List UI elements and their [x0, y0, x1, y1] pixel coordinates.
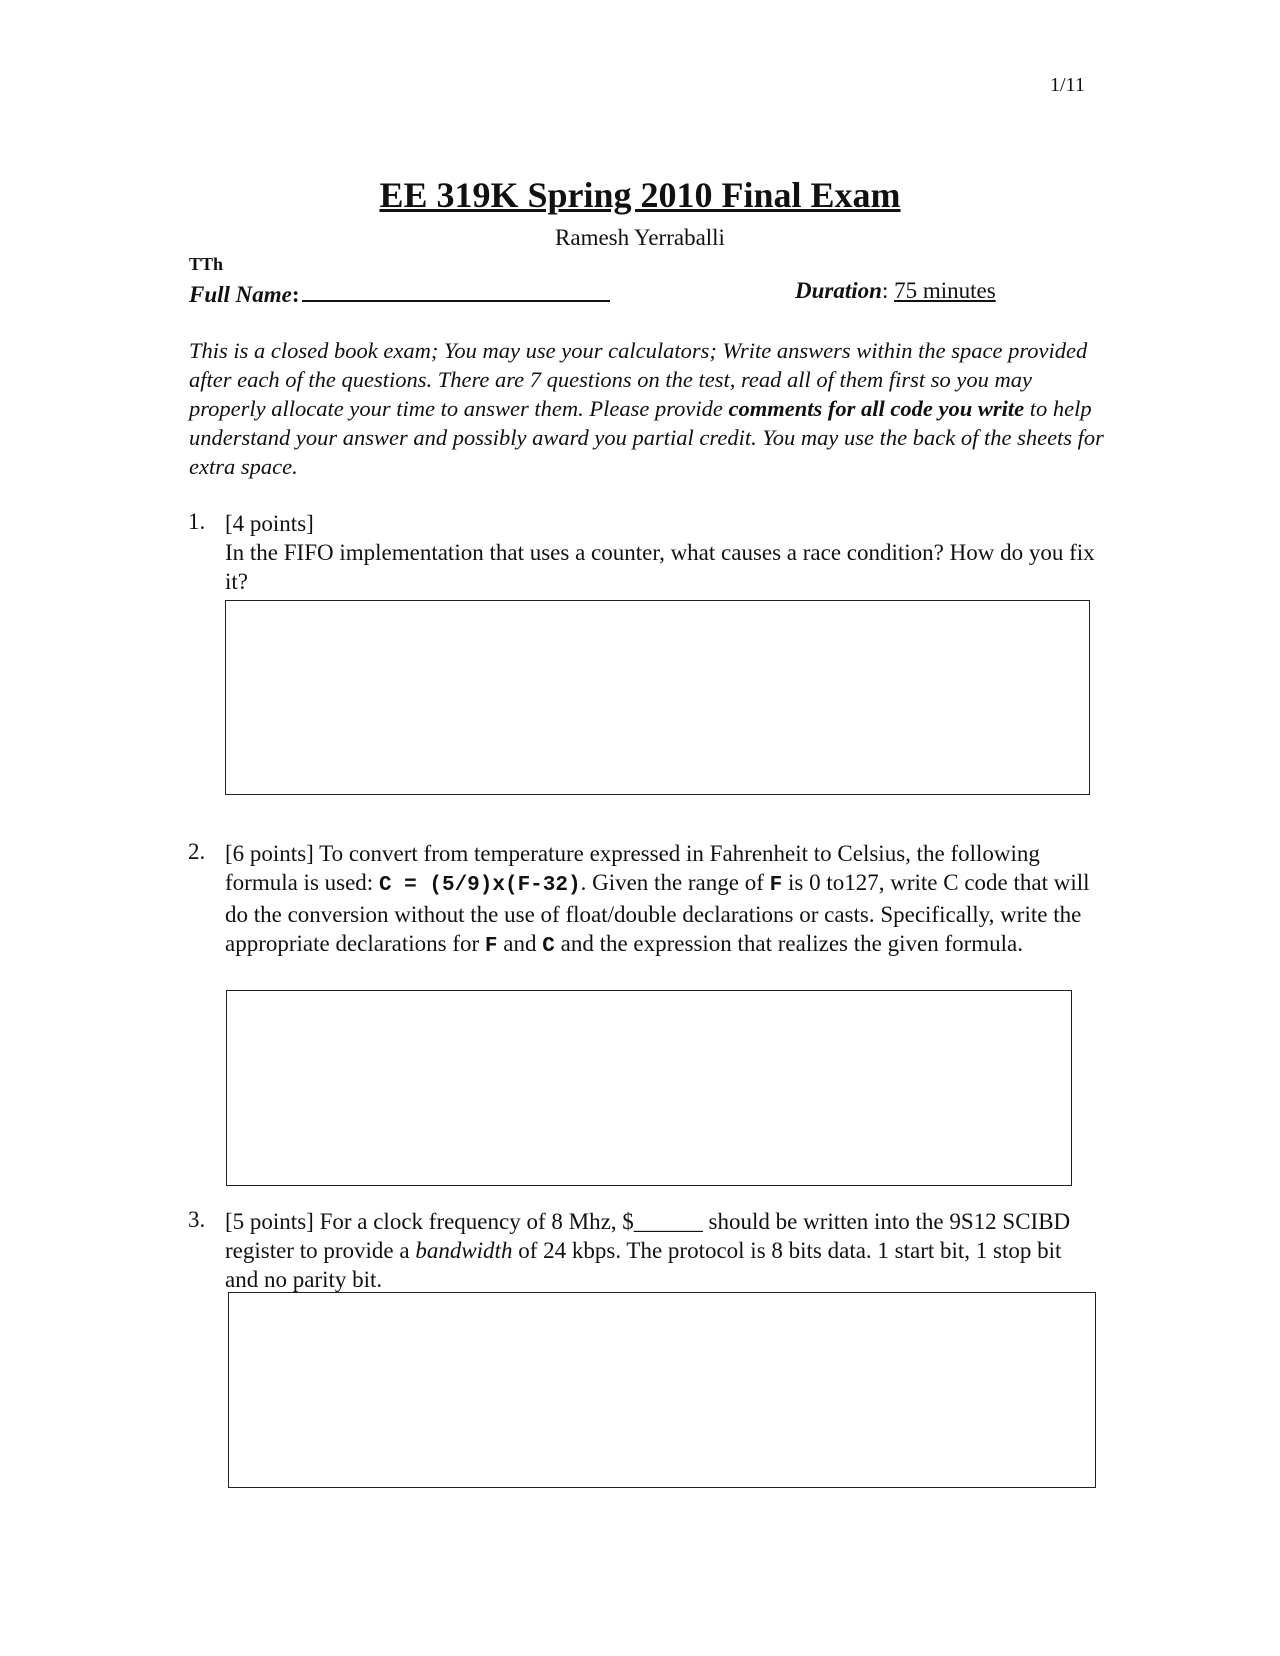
page-number: 1/11 — [1050, 74, 1085, 96]
question-3-text-a: For a clock frequency of 8 Mhz, $______ should be written into the 9S12 SCIBD register to provide a — [225, 1209, 1071, 1263]
question-2-text-e: and the expression that realizes the given formula. — [554, 931, 1024, 956]
instructions-text-2: to help understand your answer and possibly award you partial credit. You may use the back of the sheets for extra space. — [189, 396, 1104, 479]
full-name-label: Full Name — [189, 282, 292, 307]
question-2-answer-box[interactable] — [226, 990, 1072, 1186]
question-3-points: [5 points] — [225, 1209, 314, 1234]
question-2-formula: C = (5/9)x(F-32) — [378, 874, 581, 897]
question-3-answer-box[interactable] — [228, 1292, 1096, 1488]
instructions-text-1: This is a closed book exam; You may use your calculators; Write answers within the space provided after each of the questions. There are 7 questions on the test, read all of them first so you may properly allocate your time to answer them. Please provide — [189, 338, 1088, 421]
question-2-text-b: . Given the range of — [580, 870, 770, 895]
duration-label: Duration — [795, 278, 882, 303]
instructions-bold: comments for all code you write — [728, 396, 1025, 421]
question-2-number: 2. — [188, 839, 206, 864]
question-1-number: 1. — [188, 509, 206, 534]
duration-colon: : — [881, 278, 895, 303]
question-1-points: [4 points] — [225, 511, 314, 536]
question-1-answer-box[interactable] — [225, 600, 1090, 795]
question-3-text-b: of 24 kbps. The protocol is 8 bits data. 1 start bit, 1 stop bit and no parity bit. — [225, 1238, 1062, 1292]
question-2-text-a: To convert from temperature expressed in Fahrenheit to Celsius, the following formula is used: — [225, 841, 1040, 895]
question-3-emphasis: bandwidth — [415, 1238, 513, 1263]
question-2-var-c: C — [542, 935, 555, 958]
full-name-colon: : — [291, 282, 300, 307]
exam-title: EE 319K Spring 2010 Final Exam — [379, 175, 901, 215]
question-2-text-d: and — [497, 931, 543, 956]
full-name-field — [189, 278, 610, 308]
question-2 — [225, 839, 1095, 961]
question-3 — [225, 1207, 1095, 1294]
duration-field — [795, 278, 996, 304]
question-1 — [225, 509, 1105, 596]
duration-value: 75 minutes — [894, 278, 996, 303]
section-label: TTh — [189, 254, 224, 274]
question-2-points: [6 points] — [225, 841, 314, 866]
exam-instructions — [189, 336, 1109, 481]
question-2-var-f: F — [769, 874, 783, 897]
author-name: Ramesh Yerraballi — [555, 225, 725, 250]
question-2-text-c: is 0 to127, write C code that will do the conversion without the use of float/double declarations or casts. Specifically, write the appropriate declarations for — [225, 870, 1090, 956]
question-2-var-f-2: F — [484, 935, 498, 958]
full-name-blank-line[interactable] — [302, 278, 610, 302]
question-3-number: 3. — [188, 1207, 206, 1232]
question-1-text: In the FIFO implementation that uses a counter, what causes a race condition? How do you fix it? — [225, 540, 1095, 594]
